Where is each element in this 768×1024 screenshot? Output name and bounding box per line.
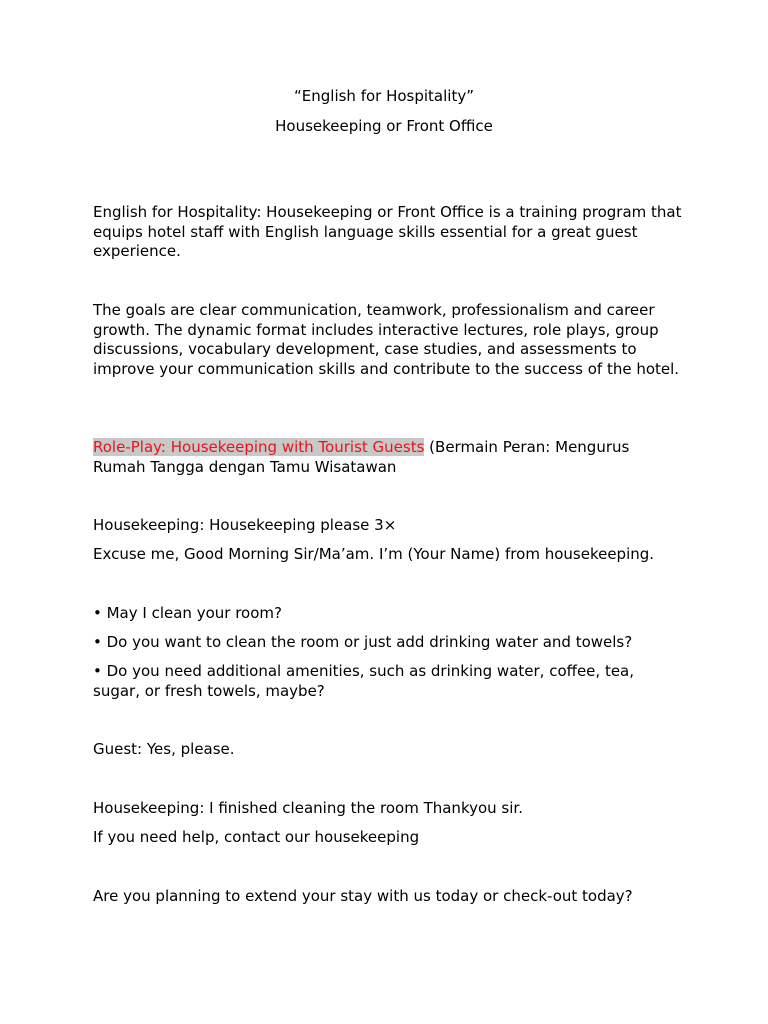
housekeeping-help-line: If you need help, contact our housekeeping — [93, 828, 420, 846]
housekeeping-intro-line: Excuse me, Good Morning Sir/Ma’am. I’m (Your Name) from housekeeping. — [93, 545, 655, 563]
bullet-item: • May I clean your room? — [93, 604, 282, 622]
roleplay-paragraph — [93, 438, 683, 477]
roleplay-heading: Role-Play: Housekeeping with Tourist Guests — [93, 438, 425, 456]
closing-question: Are you planning to extend your stay with us today or check-out today? — [93, 887, 633, 905]
intro-paragraph: English for Hospitality: Housekeeping or Front Office is a training program that equips hotel staff with English language skills essential for a great guest experience. — [93, 203, 682, 260]
bullet-item: • Do you want to clean the room or just add drinking water and towels? — [93, 633, 633, 651]
housekeeping-finished-line: Housekeeping: I finished cleaning the room Thankyou sir. — [93, 799, 523, 817]
roleplay-translation: (Bermain Peran: Mengurus Rumah Tangga dengan Tamu Wisatawan — [93, 438, 630, 476]
housekeeping-greeting-line: Housekeeping: Housekeeping please 3× — [93, 516, 397, 534]
goals-paragraph: The goals are clear communication, teamwork, professionalism and career growth. The dynamic format includes interactive lectures, role plays, group discussions, vocabulary development, case studies, and assessments to improve your communication skills and contribute to the success of the hotel. — [93, 301, 680, 378]
guest-reply-line: Guest: Yes, please. — [93, 740, 235, 758]
document-title: “English for Hospitality” — [294, 87, 474, 105]
bullet-item: • Do you need additional amenities, such as drinking water, coffee, tea, sugar, or fresh towels, maybe? — [93, 662, 635, 700]
document-subtitle: Housekeeping or Front Office — [275, 117, 493, 135]
